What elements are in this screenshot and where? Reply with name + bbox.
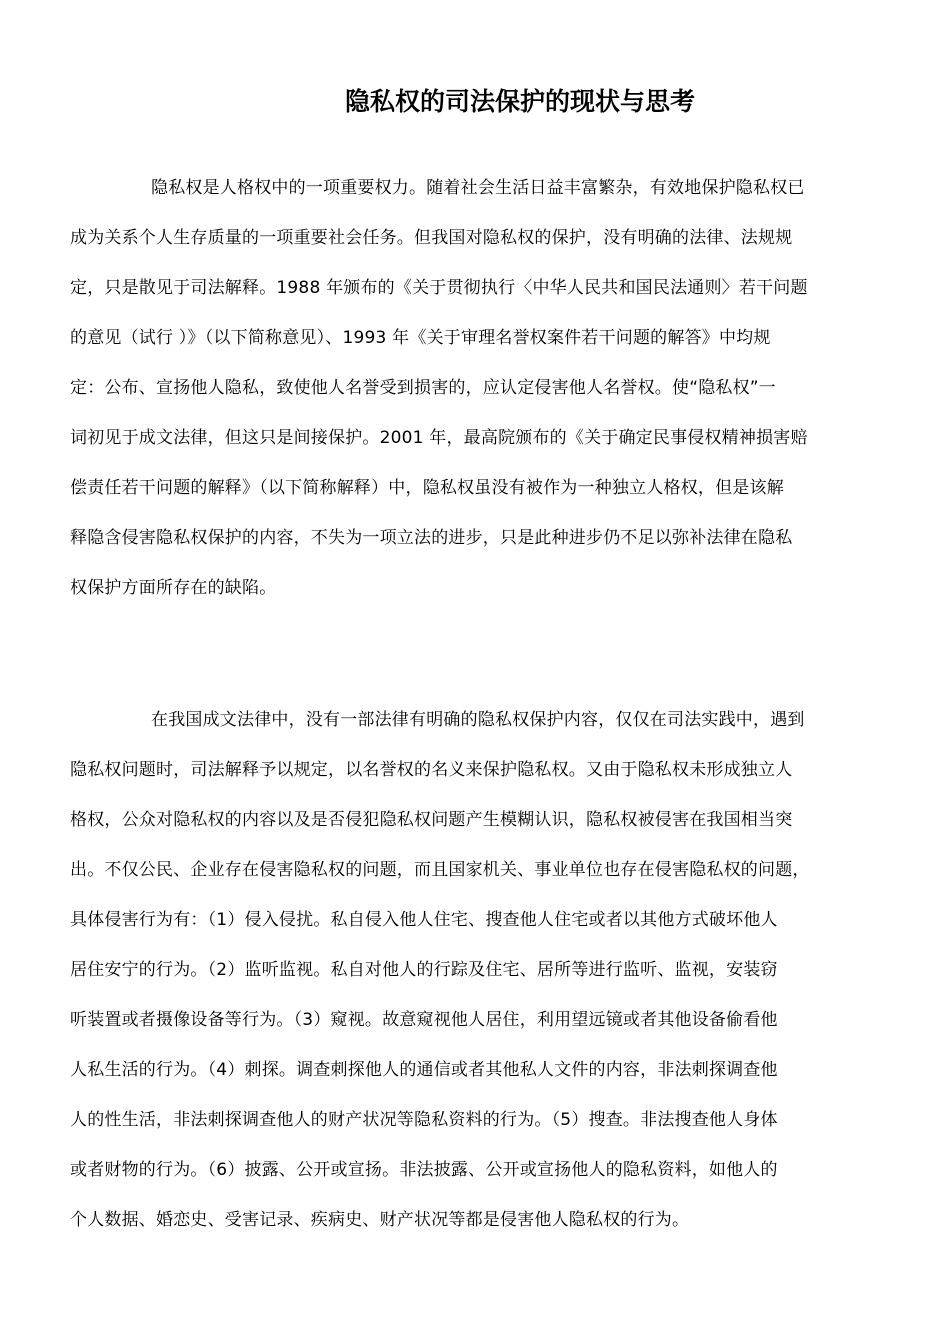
paragraph-line: 出。不仅公民、企业存在侵害隐私权的问题，而且国家机关、事业单位也存在侵害隐私权的问题， xyxy=(70,860,810,880)
document-title: 隐私权的司法保护的现状与思考 xyxy=(344,87,695,116)
paragraph-line: 权保护方面所存在的缺陷。 xyxy=(70,578,277,598)
paragraph-line: 词初见于成文法律，但这只是间接保护。2001 年，最高院颁布的《关于确定民事侵权精神损害赔 xyxy=(70,428,808,448)
paragraph-line: 偿责任若干问题的解释》（以下简称解释）中，隐私权虽没有被作为一种独立人格权，但是该解 xyxy=(70,478,784,498)
paragraph-line: 成为关系个人生存质量的一项重要社会任务。但我国对隐私权的保护，没有明确的法律、法规规 xyxy=(70,228,793,248)
paragraph-line: 隐私权是人格权中的一项重要权力。随着社会生活日益丰富繁杂，有效地保护隐私权已 xyxy=(151,178,805,198)
paragraph-line: 个人数据、婚恋史、受害记录、疾病史、财产状况等都是侵害他人隐私权的行为。 xyxy=(70,1210,690,1230)
paragraph-line: 定：公布、宣扬他人隐私，致使他人名誉受到损害的，应认定侵害他人名誉权。使“隐私权”一 xyxy=(70,378,777,398)
paragraph-line: 隐私权问题时，司法解释予以规定，以名誉权的名义来保护隐私权。又由于隐私权未形成独立人 xyxy=(70,760,793,780)
paragraph-line: 在我国成文法律中，没有一部法律有明确的隐私权保护内容，仅仅在司法实践中，遇到 xyxy=(151,710,805,730)
paragraph-line: 定，只是散见于司法解释。1988 年颁布的《关于贯彻执行〈中华人民共和国民法通则〉若干问题 xyxy=(70,278,808,298)
paragraph-line: 的意见（试行 ）》（以下简称意见）、1993 年《关于审理名誉权案件若干问题的解答》中均规 xyxy=(70,328,771,348)
paragraph-line: 人的性生活，非法刺探调查他人的财产状况等隐私资料的行为。（5）搜查。非法搜查他人身体 xyxy=(70,1110,778,1130)
paragraph-line: 释隐含侵害隐私权保护的内容，不失为一项立法的进步，只是此种进步仍不足以弥补法律在隐私 xyxy=(70,528,793,548)
paragraph-line: 人私生活的行为。（4）刺探。调查刺探他人的通信或者其他私人文件的内容，非法刺探调查他 xyxy=(70,1060,778,1080)
paragraph-line: 格权，公众对隐私权的内容以及是否侵犯隐私权问题产生模糊认识，隐私权被侵害在我国相当突 xyxy=(70,810,793,830)
paragraph-line: 居住安宁的行为。（2）监听监视。私自对他人的行踪及住宅、居所等进行监听、监视，安装窃 xyxy=(70,960,778,980)
paragraph-line: 或者财物的行为。（6）披露、公开或宣扬。非法披露、公开或宣扬他人的隐私资料，如他人的 xyxy=(70,1160,778,1180)
paragraph-2 xyxy=(70,695,810,1245)
paragraph-line: 具体侵害行为有：（1）侵入侵扰。私自侵入他人住宅、搜查他人住宅或者以其他方式破坏他人 xyxy=(70,910,778,930)
paragraph-line: 听装置或者摄像设备等行为。（3）窥视。故意窥视他人居住，利用望远镜或者其他设备偷看他 xyxy=(70,1010,778,1030)
paragraph-1 xyxy=(70,163,808,613)
